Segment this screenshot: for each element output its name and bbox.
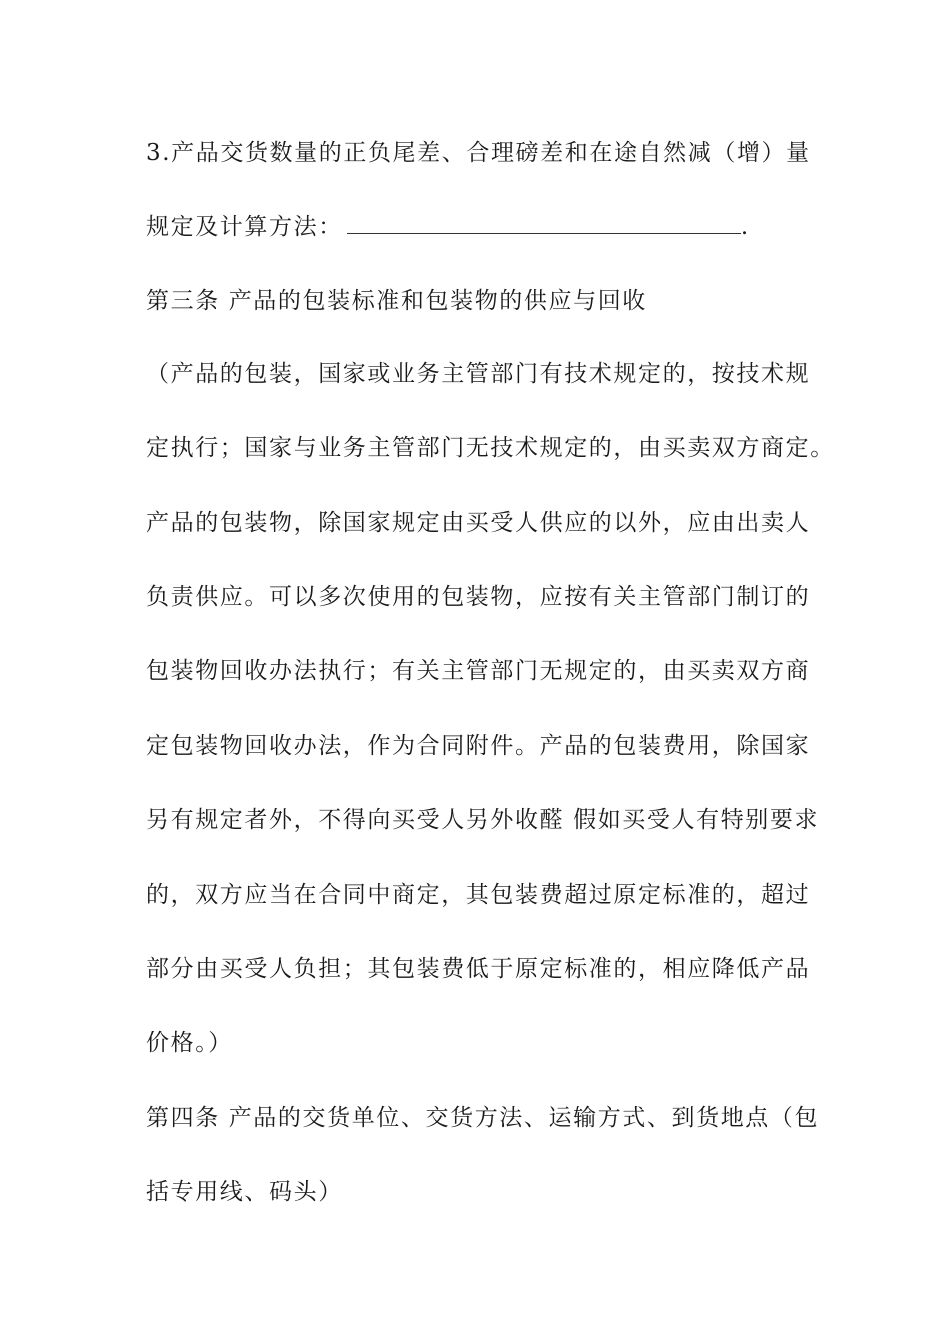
text-line-packaging-2: 定执行；国家与业务主管部门无技术规定的，由买卖双方商定。 bbox=[146, 435, 835, 461]
calculation-method-label: 规定及计算方法： bbox=[146, 214, 343, 240]
text-line-calculation-method bbox=[146, 212, 836, 242]
text-line-delivery-2: 括专用线、码头） bbox=[146, 1179, 343, 1205]
blank-period: . bbox=[740, 214, 750, 240]
article-four-heading: 第四条 产品的交货单位、交货方法、运输方式、到货地点（包 bbox=[146, 1105, 820, 1131]
text-line-packaging-4: 负责供应。可以多次使用的包装物，应按有关主管部门制订的 bbox=[146, 584, 811, 610]
text-line-packaging-8: 的，双方应当在合同中商定，其包装费超过原定标准的，超过 bbox=[146, 882, 811, 908]
text-line-packaging-10: 价格。） bbox=[146, 1030, 233, 1056]
text-line-packaging-6: 定包装物回收办法，作为合同附件。产品的包装费用，除国家 bbox=[146, 733, 811, 759]
article-three-heading: 第三条 产品的包装标准和包装物的供应与回收 bbox=[146, 288, 647, 314]
text-line-packaging-5: 包装物回收办法执行；有关主管部门无规定的，由买卖双方商 bbox=[146, 658, 811, 684]
text-line-packaging-3: 产品的包装物，除国家规定由买受人供应的以外，应由出卖人 bbox=[146, 510, 811, 536]
text-line-packaging-7: 另有规定者外，不得向买受人另外收醛 假如买受人有特别要求 bbox=[146, 807, 820, 833]
text-line-quantity-tolerance: 3.产品交货数量的正负尾差、合理磅差和在途自然减（增）量 bbox=[146, 140, 811, 166]
fill-in-blank bbox=[347, 213, 741, 234]
text-line-packaging-9: 部分由买受人负担；其包装费低于原定标准的，相应降低产品 bbox=[146, 956, 811, 982]
text-line-packaging-1: （产品的包装，国家或业务主管部门有技术规定的，按技术规 bbox=[146, 361, 811, 387]
